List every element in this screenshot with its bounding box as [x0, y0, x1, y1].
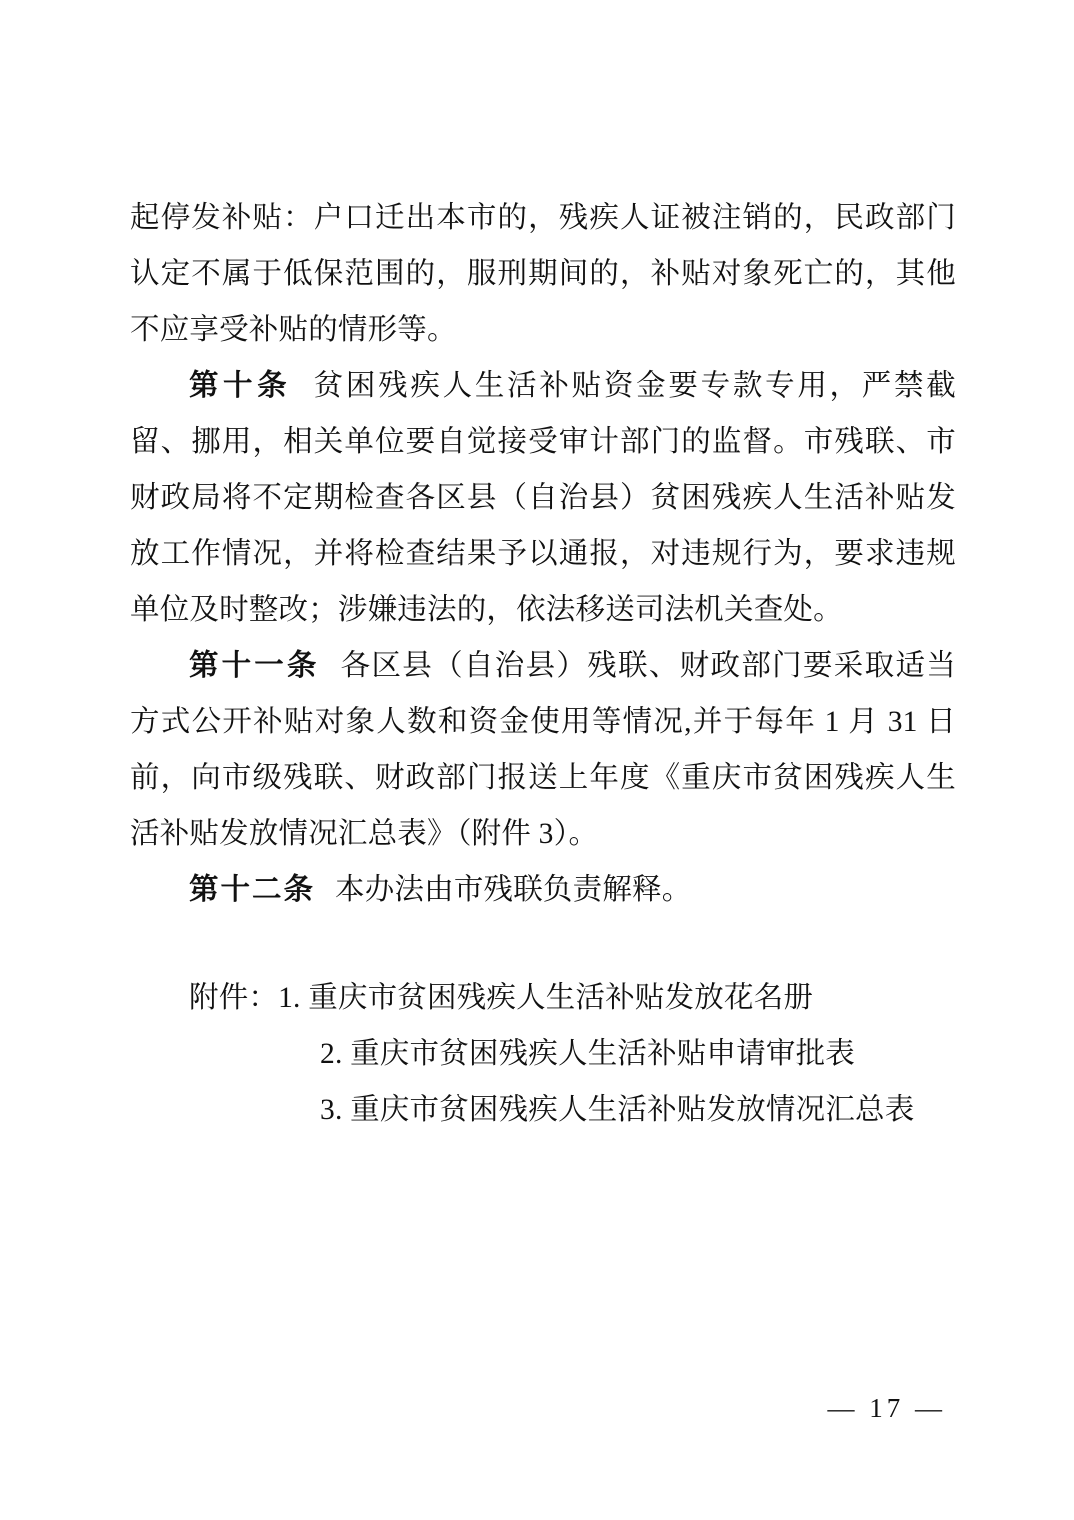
article-text-10: 贫困残疾人生活补贴资金要专款专用，严禁截留、挪用，相关单位要自觉接受审计部门的监督。市残联、市财政局将不定期检查各区县（自治县）贫困残疾人生活补贴发放工作情况，并将检查结果予以通报，对违规行为，要求违规单位及时整改；涉嫌违法的，依法移送司法机关查处。	[130, 370, 956, 626]
paragraph-article-11	[130, 638, 956, 862]
document-body	[130, 190, 956, 1138]
attachments-label: 附件：	[189, 982, 279, 1014]
article-label-10: 第十条	[189, 370, 292, 402]
paragraph-article-12	[130, 862, 956, 918]
article-label-11: 第十一条	[189, 650, 320, 682]
article-text-12: 本办法由市残联负责解释。	[335, 874, 692, 906]
paragraph-article-10	[130, 358, 956, 638]
attachments-block	[130, 970, 956, 1138]
attachment-line-3: 3. 重庆市贫困残疾人生活补贴发放情况汇总表	[320, 1094, 915, 1126]
attachment-item-1: 1. 重庆市贫困残疾人生活补贴发放花名册	[278, 982, 814, 1014]
article-label-12: 第十二条	[189, 874, 316, 906]
page-number-footer: — 17 —	[827, 1393, 946, 1423]
attachment-line-2: 2. 重庆市贫困残疾人生活补贴申请审批表	[320, 1038, 856, 1070]
article-text-11: 各区县（自治县）残联、财政部门要采取适当方式公开补贴对象人数和资金使用等情况,并于每年 1 月 31 日前，向市级残联、财政部门报送上年度《重庆市贫困残疾人生活补贴发放情况汇总表》（附件 3）。	[130, 650, 956, 850]
attachment-line-1	[130, 970, 956, 1026]
paragraph-continued: 起停发补贴：户口迁出本市的，残疾人证被注销的，民政部门认定不属于低保范围的，服刑期间的，补贴对象死亡的，其他不应享受补贴的情形等。	[130, 202, 956, 346]
